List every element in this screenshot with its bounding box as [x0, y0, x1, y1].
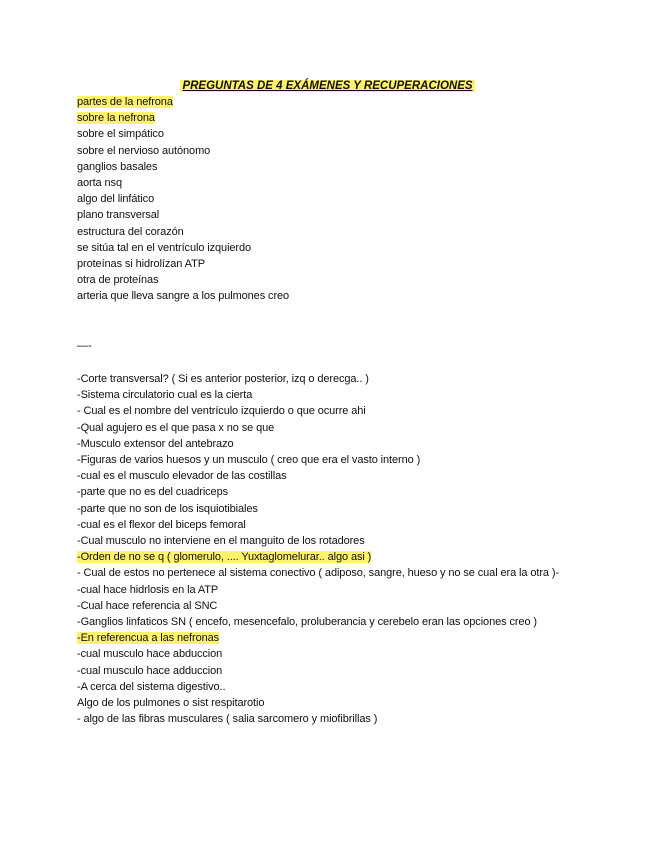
list-item: -cual musculo hace abduccion — [77, 648, 223, 661]
list-item: - Cual es el nombre del ventrículo izquierdo o que ocurre ahi — [77, 405, 366, 418]
question-list-2 — [77, 371, 597, 727]
list-item: - algo de las fibras musculares ( salia sarcomero y miofibrillas ) — [77, 713, 378, 726]
list-item: -parte que no son de los isquiotibiales — [77, 502, 258, 515]
list-item: -Cual musculo no interviene en el manguito de los rotadores — [77, 535, 365, 548]
list-item: otra de proteínas — [77, 274, 159, 287]
list-item: -cual es el flexor del biceps femoral — [77, 518, 246, 531]
list-item: proteínas si hidrolízan ATP — [77, 258, 205, 271]
list-item: estructura del corazón — [77, 225, 184, 238]
list-item: arteria que lleva sangre a los pulmones creo — [77, 290, 290, 303]
list-item: se sitúa tal en el ventrículo izquierdo — [77, 241, 252, 254]
list-item: -cual musculo hace adduccion — [77, 664, 223, 677]
list-item: -Qual agujero es el que pasa x no se que — [77, 421, 275, 434]
list-item: ganglios basales — [77, 160, 158, 173]
list-item: -A cerca del sistema digestivo.. — [77, 680, 226, 693]
separator: —- — [77, 340, 92, 352]
list-item: -Corte transversal? ( Si es anterior posterior, izq o derecga.. ) — [77, 373, 369, 385]
list-item: -Musculo extensor del antebrazo — [77, 437, 234, 450]
list-item: - Cual de estos no pertenece al sistema conectivo ( adiposo, sangre, hueso y no se cual era la otra )- — [77, 567, 560, 580]
list-item: -Ganglios linfaticos SN ( encefo, mesencefalo, proluberancia y cerebelo eran las opciones creo ) — [77, 616, 537, 629]
page-title — [0, 78, 655, 94]
list-item: aorta nsq — [77, 177, 122, 190]
question-list-1 — [77, 94, 597, 305]
list-item: -cual es el musculo elevador de las costillas — [77, 470, 287, 483]
list-item: plano transversal — [77, 209, 160, 222]
list-item: Algo de los pulmones o sist respitarotio — [77, 697, 265, 710]
list-item: -cual hace hidrlosis en la ATP — [77, 583, 219, 596]
list-item: sobre la nefrona — [77, 112, 155, 125]
list-item: -Orden de no se q ( glomerulo, .... Yuxtaglomelurar.. algo asi ) — [77, 551, 372, 564]
list-item: -En referencua a las nefronas — [77, 632, 220, 645]
list-item: sobre el simpático — [77, 128, 164, 141]
list-item: -parte que no es del cuadriceps — [77, 486, 228, 499]
list-item: -Sistema circulatorio cual es la cierta — [77, 389, 253, 402]
list-item: partes de la nefrona — [77, 96, 173, 108]
list-item: -Figuras de varios huesos y un musculo ( creo que era el vasto interno ) — [77, 454, 421, 467]
list-item: sobre el nervioso autónomo — [77, 144, 211, 157]
list-item: -Cual hace referencia al SNC — [77, 599, 218, 612]
list-item: algo del linfático — [77, 193, 155, 206]
page-title-text: PREGUNTAS DE 4 EXÁMENES Y RECUPERACIONES — [182, 80, 473, 92]
